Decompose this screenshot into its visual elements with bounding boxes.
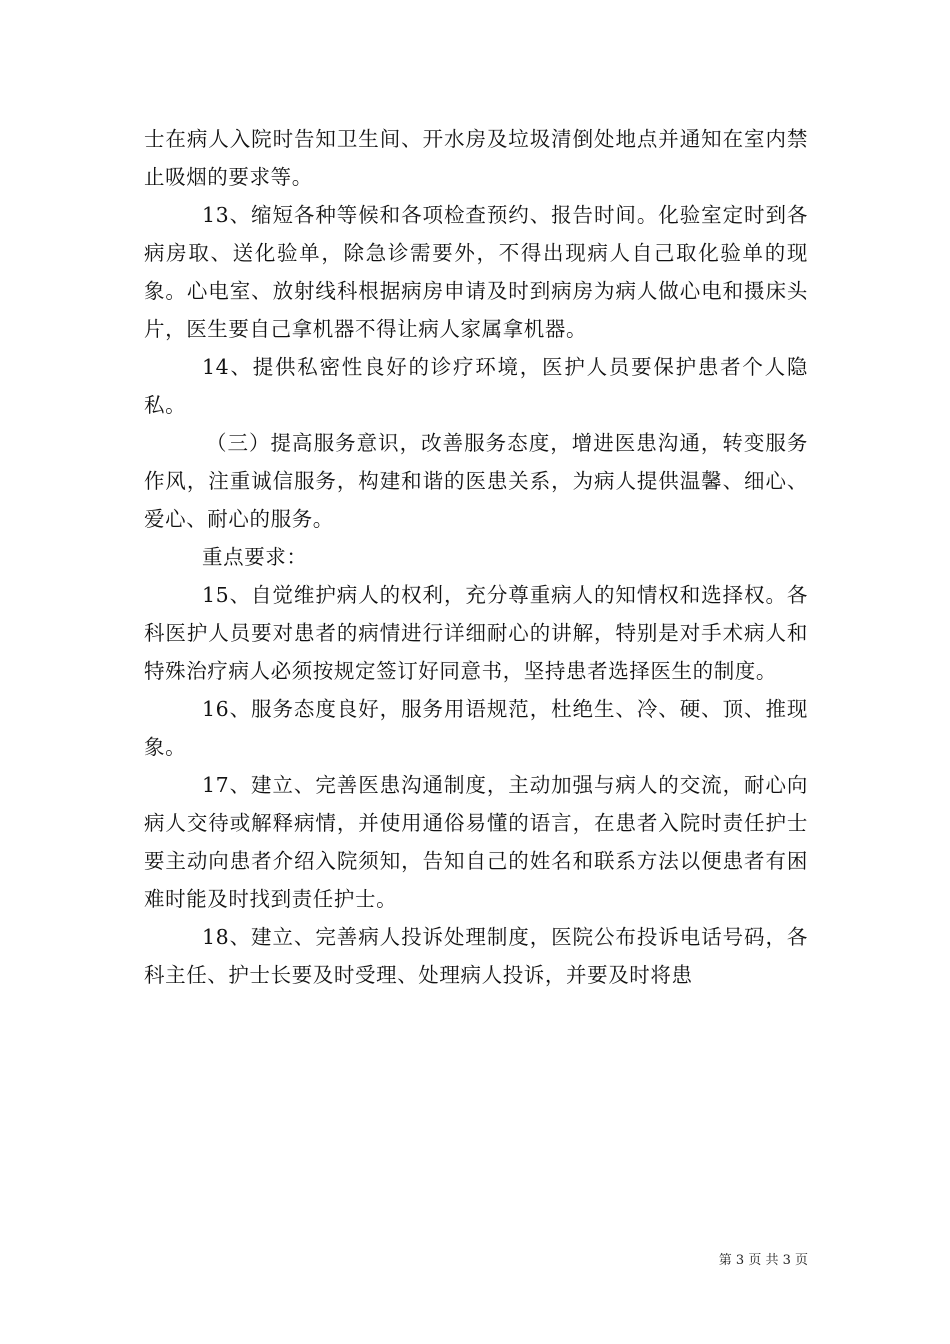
paragraph-item-13: 13、缩短各种等候和各项检查预约、报告时间。化验室定时到各病房取、送化验单，除急诊需要外，不得出现病人自己取化验单的现象。心电室、放射线科根据病房申请及时到病房为病人做心电和摄床头片，医生要自己拿机器不得让病人家属拿机器。	[144, 203, 808, 341]
page-number-footer: 第 3 页 共 3 页	[718, 1253, 808, 1268]
paragraph-section-3: （三）提高服务意识，改善服务态度，增进医患沟通，转变服务作风，注重诚信服务，构建和谐的医患关系，为病人提供温馨、细心、爱心、耐心的服务。	[144, 431, 808, 531]
paragraph-item-17: 17、建立、完善医患沟通制度，主动加强与病人的交流，耐心向病人交待或解释病情，并使用通俗易懂的语言，在患者入院时责任护士要主动向患者介绍入院须知，告知自己的姓名和联系方法以便患者有困难时能及时找到责任护士。	[144, 773, 808, 911]
paragraph-item-16: 16、服务态度良好，服务用语规范，杜绝生、冷、硬、顶、推现象。	[144, 697, 808, 759]
paragraph-continuation: 士在病人入院时告知卫生间、开水房及垃圾清倒处地点并通知在室内禁止吸烟的要求等。	[144, 127, 808, 189]
document-body	[144, 120, 808, 994]
paragraph-item-15: 15、自觉维护病人的权利，充分尊重病人的知情权和选择权。各科医护人员要对患者的病情进行详细耐心的讲解，特别是对手术病人和特殊治疗病人必须按规定签订好同意书，坚持患者选择医生的制度。	[144, 583, 808, 683]
paragraph-key-requirements: 重点要求：	[202, 545, 308, 569]
paragraph-item-18: 18、建立、完善病人投诉处理制度，医院公布投诉电话号码，各科主任、护士长要及时受理、处理病人投诉，并要及时将患	[144, 925, 808, 987]
paragraph-item-14: 14、提供私密性良好的诊疗环境，医护人员要保护患者个人隐私。	[144, 355, 808, 417]
